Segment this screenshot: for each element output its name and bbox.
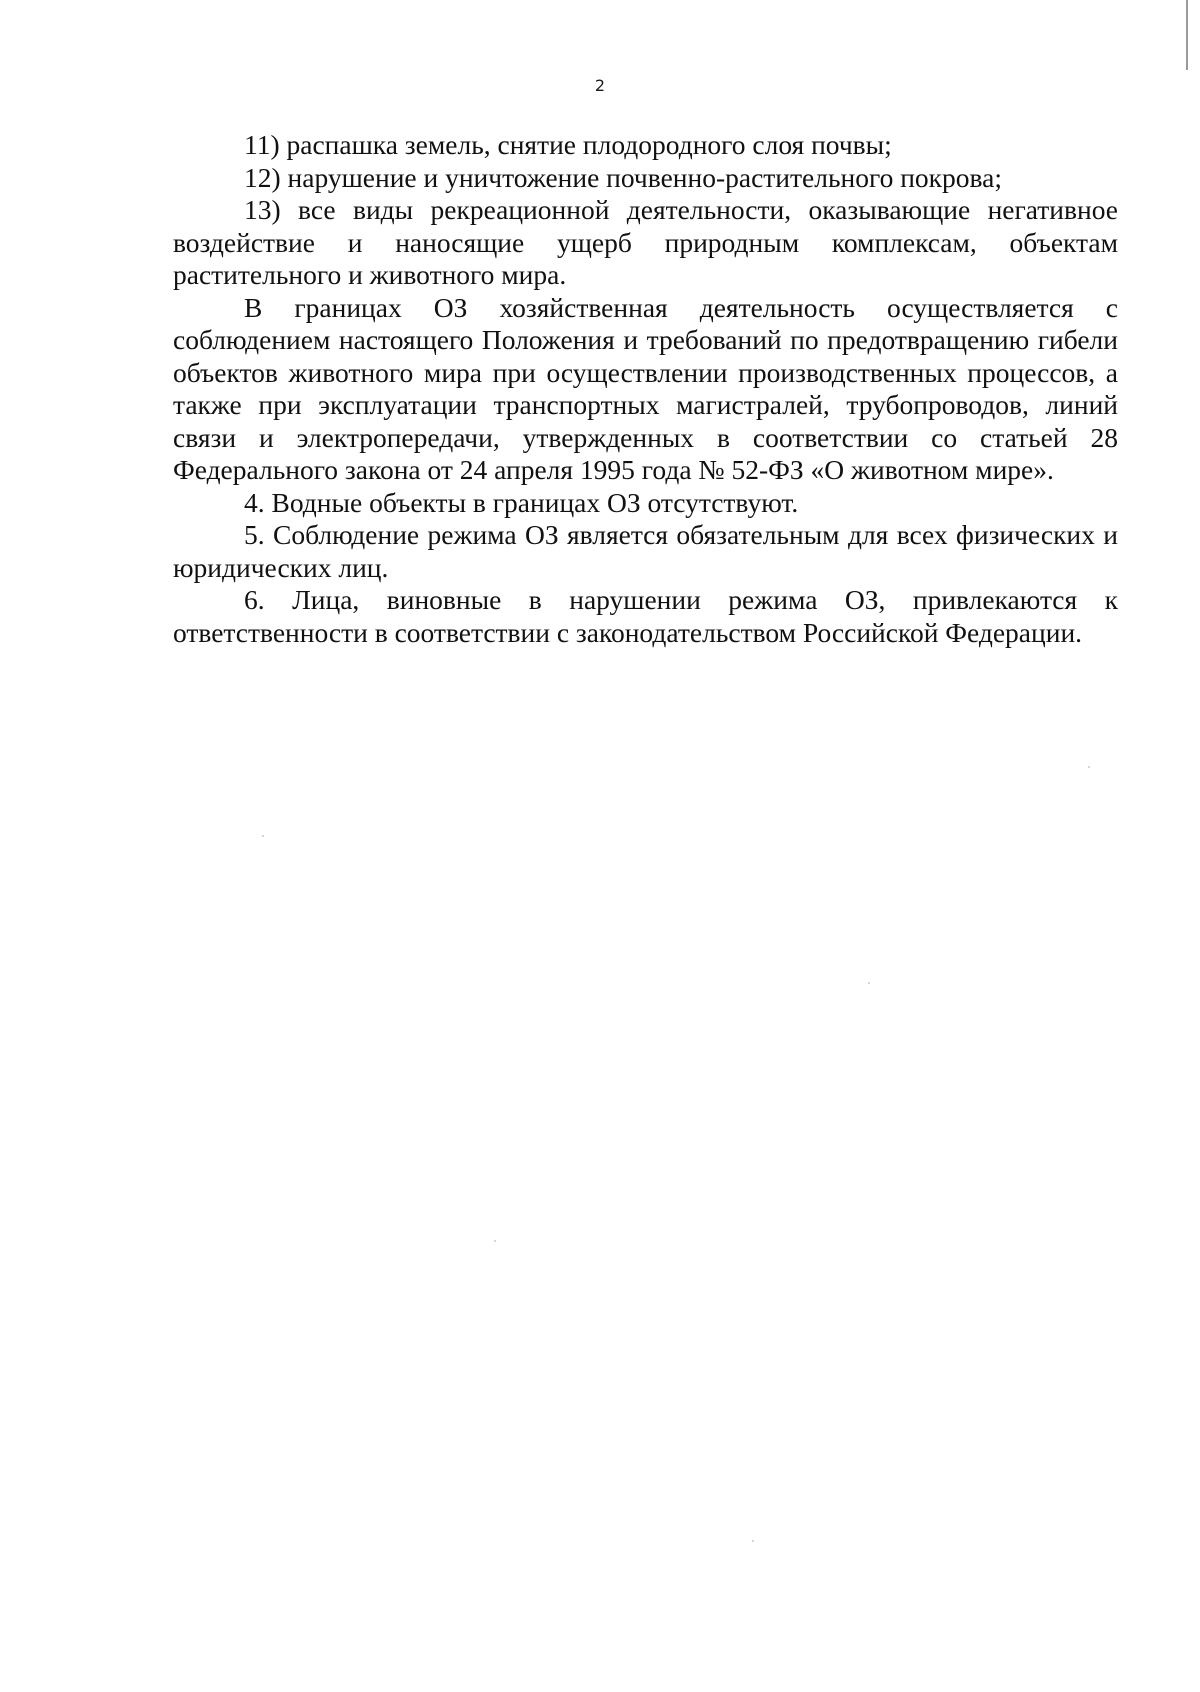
scan-speck [262,835,264,837]
clause-6-liability: 6. Лица, виновные в нарушении режима ОЗ, привлекаются к ответственности в соответствии с законодательством Российской Федерации. [173,584,1118,648]
economic-activity-paragraph: В границах ОЗ хозяйственная деятельность осуществляется с соблюдением настоящего Положения и требований по предотвращению гибели объектов животного мира при осуществлении производственных процессов, а также при эксплуатации транспортных магистралей, трубопроводов, линий связи и электропередачи, утвержденных в соответствии со статьей 28 Федерального закона от 24 апреля 1995 года № 52-ФЗ «О животном мире». [173,291,1118,485]
scan-speck [868,982,870,984]
clause-5-compliance: 5. Соблюдение режима ОЗ является обязательным для всех физических и юридических лиц. [173,519,1118,583]
clause-4-water-bodies: 4. Водные объекты в границах ОЗ отсутствуют. [244,486,799,518]
scan-speck [752,1540,754,1542]
list-item-12: 12) нарушение и уничтожение почвенно-растительного покрова; [244,161,1002,193]
page-number: 2 [594,76,606,95]
scan-speck [1088,766,1090,768]
list-item-11: 11) распашка земель, снятие плодородного слоя почвы; [244,129,892,160]
scan-edge-line [1186,0,1188,70]
scan-speck [494,1240,496,1242]
document-body [173,129,1118,649]
list-item-13: 13) все виды рекреационной деятельности, оказывающие негативное воздействие и наносящие ущерб природным комплексам, объектам растительного и животного мира. [173,194,1118,290]
